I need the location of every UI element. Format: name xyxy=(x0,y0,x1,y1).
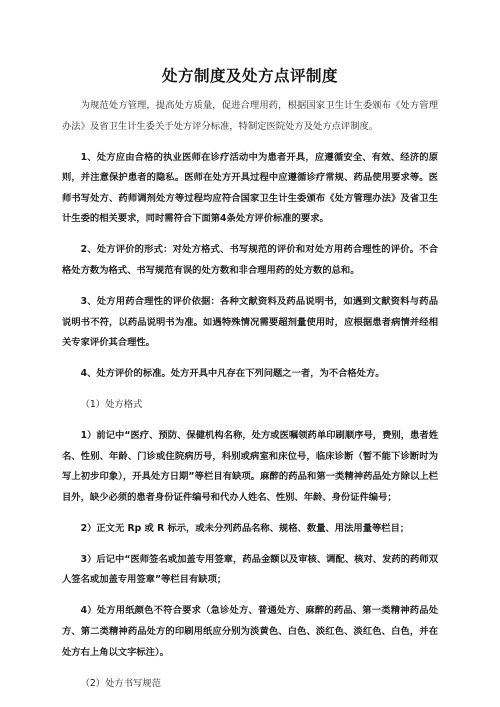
section-heading-writing-standards: （2）处方书写规范 xyxy=(80,677,161,689)
format-item-4: 4）处方用纸颜色不符合要求（急诊处方、普通处方、麻醉的药品、第一类精神药品处方、第二类精神药品处方的印刷用纸应分别为淡黄色、白色、淡红色、淡红色、白色，并在处方右上角以文字标注）。 xyxy=(62,605,438,658)
format-item-1: 1）前记中“医疗、预防、保健机构名称，处方或医嘱领药单印刷顺序号，费别，患者姓名、性别、年龄、门诊或住院病历号，科别或病室和床位号，临床诊断（暂不能下诊断时为写上初步印象），开具处方日期”等栏目有缺项。麻醉的药品和第一类精神药品处方除以上栏目外，缺少必须的患者身份证件编号和代办人姓名、性别、年龄、身份证件编号； xyxy=(62,430,438,503)
intro-paragraph: 为规范处方管理，提高处方质量，促进合理用药，根据国家卫生计生委颁布《处方管理办法》及省卫生计生委关于处方评分标准，特制定医院处方及处方点评制度。 xyxy=(62,100,438,132)
rule-2-paragraph: 2、处方评价的形式：对处方格式、书写规范的评价和对处方用药合理性的评价。不合格处方数为格式、书写规范有误的处方数和非合理用药的处方数的总和。 xyxy=(62,244,438,276)
rule-4-paragraph: 4、处方评价的标准。处方开具中凡存在下列问题之一者，为不合格处方。 xyxy=(80,368,385,380)
format-item-3: 3）后记中“医师签名或加盖专用签章，药品金额以及审核、调配、核对、发药的药师双人签名或加盖专用签章”等栏目有缺项； xyxy=(62,553,438,586)
rule-3-paragraph: 3、处方用药合理性的评价依据：各种文献资料及药品说明书，如遇到文献资料与药品说明书不符，以药品说明书为准。如遇特殊情况需要超剂量使用时，应根据患者病情并经相关专家评价其合理性。 xyxy=(62,295,438,349)
document-body xyxy=(62,96,438,705)
rule-1-paragraph: 1、处方应由合格的执业医师在诊疗活动中为患者开具，应遵循安全、有效、经济的原则，并注意保护患者的隐私。医师在处方开具过程中应遵循诊疗常规、药品使用要求等。医师书写处方、药师调剂处方等过程均应符合国家卫生计生委颁布《处方管理办法》及省卫生计生委的相关要求，同时需符合下面第4条处方评价标准的要求。 xyxy=(62,151,438,225)
section-heading-prescription-format: （1）处方格式 xyxy=(80,399,143,411)
format-item-2: 2）正文无 Rp 或 R 标示，或未分列药品名称、规格、数量、用法用量等栏目； xyxy=(80,522,410,534)
page-title: 处方制度及处方点评制度 xyxy=(161,67,338,85)
